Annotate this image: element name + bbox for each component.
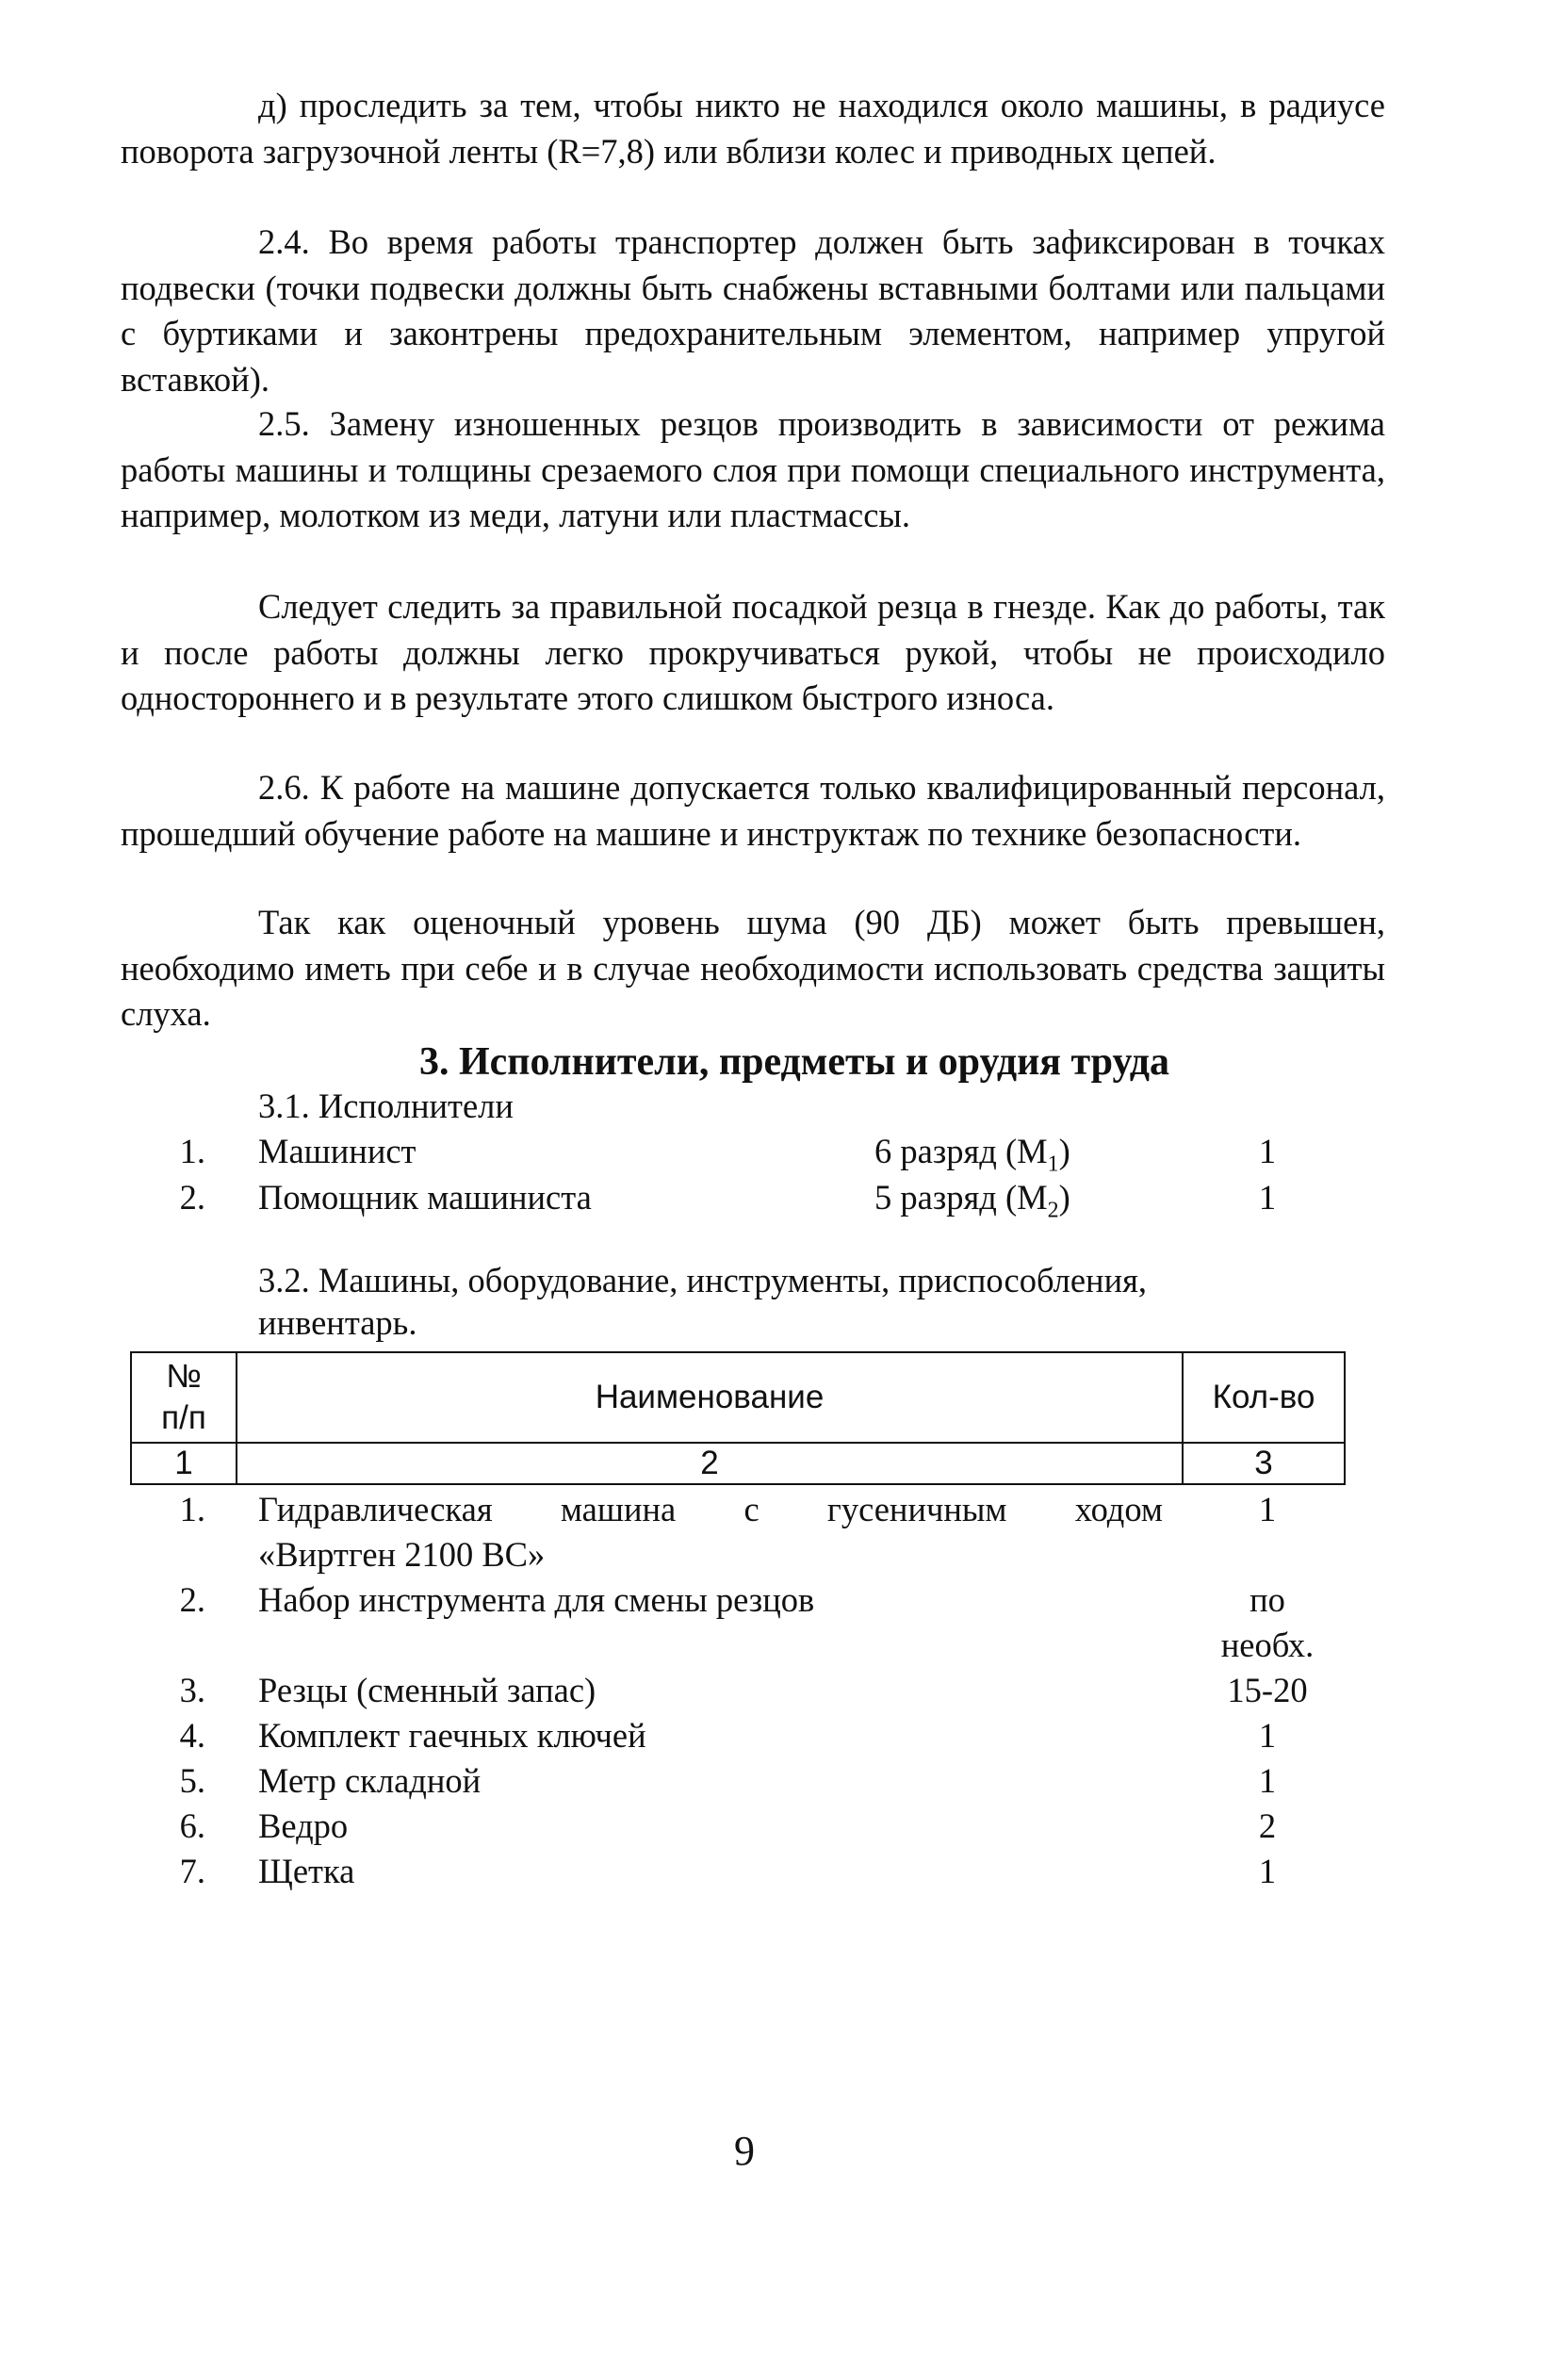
table-row bbox=[0, 1849, 1568, 1894]
section-title: 3. Исполнители, предметы и орудия труда bbox=[418, 1040, 1170, 1084]
row-name: Ведро bbox=[258, 1806, 349, 1845]
row-number: 3. bbox=[179, 1671, 205, 1709]
row-number: 5. bbox=[179, 1761, 205, 1800]
row-name: Гидравлическая машина с гусеничным ходом «Виртген 2100 ВС» bbox=[258, 1490, 1163, 1574]
row-quantity: по необх. bbox=[1220, 1580, 1315, 1664]
performer-number: 1. bbox=[179, 1132, 205, 1170]
row-quantity: 1 bbox=[1258, 1490, 1277, 1528]
performers-heading: 3.1. Исполнители bbox=[258, 1087, 514, 1125]
table-row bbox=[0, 1713, 1568, 1758]
row-number: 1. bbox=[179, 1490, 205, 1528]
performer-rank: 5 разряд $(M_2)$ bbox=[874, 1178, 1070, 1223]
row-name: Метр складной bbox=[258, 1761, 482, 1800]
column-number-cell: 3 bbox=[1183, 1443, 1345, 1484]
paragraph-item-d: д) проследить за тем, чтобы никто не находился около машины, в радиусе поворота загрузочной ленты (R=7,8) или вблизи колес и приводных цепей. bbox=[121, 86, 1385, 171]
paragraph-2-4: 2.4. Во время работы транспортер должен быть зафиксирован в точках подвески (точки подвески должны быть снабжены вставными болтами или пальцами с буртиками и законтрены предохранительным элементом, например упругой вставкой). bbox=[121, 222, 1385, 399]
table-row bbox=[0, 1758, 1568, 1804]
paragraph-2-6: 2.6. К работе на машине допускается только квалифицированный персонал, прошедший обучение работе на машине и инструктаж по технике безопасности. bbox=[121, 768, 1385, 853]
performer-row bbox=[0, 1175, 1568, 1223]
equipment-table-header bbox=[130, 1351, 1346, 1485]
table-row bbox=[0, 1577, 1568, 1668]
row-name: Щетка bbox=[258, 1852, 355, 1890]
table-row bbox=[0, 1668, 1568, 1713]
performer-name: Помощник машиниста bbox=[258, 1178, 592, 1217]
performer-quantity: 1 bbox=[1258, 1178, 1277, 1217]
header-number-cell: № п/п bbox=[131, 1352, 237, 1443]
row-name: Комплект гаечных ключей bbox=[258, 1716, 646, 1755]
column-number-cell: 2 bbox=[237, 1443, 1183, 1484]
performer-name: Машинист bbox=[258, 1132, 416, 1170]
table-row bbox=[0, 1804, 1568, 1849]
performer-number: 2. bbox=[179, 1178, 205, 1217]
paragraph-2-5: 2.5. Замену изношенных резцов производить в зависимости от режима работы машины и толщины срезаемого слоя при помощи специального инструмента, например, молотком из меди, латуни или пластмассы. bbox=[121, 404, 1385, 534]
page-number: 9 bbox=[734, 2128, 755, 2174]
header-name-cell: Наименование bbox=[237, 1352, 1183, 1443]
row-name: Резцы (сменный запас) bbox=[258, 1671, 596, 1709]
performer-rank: 6 разряд $(M_1)$ bbox=[874, 1132, 1070, 1177]
row-quantity: 1 bbox=[1258, 1761, 1277, 1800]
performer-row bbox=[0, 1129, 1568, 1177]
row-quantity: 1 bbox=[1258, 1852, 1277, 1890]
paragraph-noise: Так как оценочный уровень шума (90 ДБ) может быть превышен, необходимо иметь при себе и в случае необходимости использовать средства защиты слуха. bbox=[121, 903, 1385, 1033]
header-quantity-cell: Кол-во bbox=[1183, 1352, 1345, 1443]
row-number: 4. bbox=[179, 1716, 205, 1755]
table-column-number-row bbox=[131, 1443, 1345, 1484]
row-name: Набор инструмента для смены резцов bbox=[258, 1580, 815, 1619]
row-number: 7. bbox=[179, 1852, 205, 1890]
paragraph-cutter-fit: Следует следить за правильной посадкой резца в гнезде. Как до работы, так и после работы должны легко прокручиваться рукой, чтобы не происходило одностороннего и в результате этого слишком быстрого износа. bbox=[121, 587, 1385, 717]
equipment-heading: 3.2. Машины, оборудование, инструменты, приспособления, инвентарь. bbox=[258, 1261, 1148, 1342]
table-header-row bbox=[131, 1352, 1345, 1443]
column-number-cell: 1 bbox=[131, 1443, 237, 1484]
performer-quantity: 1 bbox=[1258, 1132, 1277, 1170]
row-quantity: 15-20 bbox=[1227, 1671, 1308, 1709]
table-row bbox=[0, 1487, 1568, 1577]
row-quantity: 1 bbox=[1258, 1716, 1277, 1755]
row-number: 6. bbox=[179, 1806, 205, 1845]
row-number: 2. bbox=[179, 1580, 205, 1619]
row-quantity: 2 bbox=[1258, 1806, 1277, 1845]
